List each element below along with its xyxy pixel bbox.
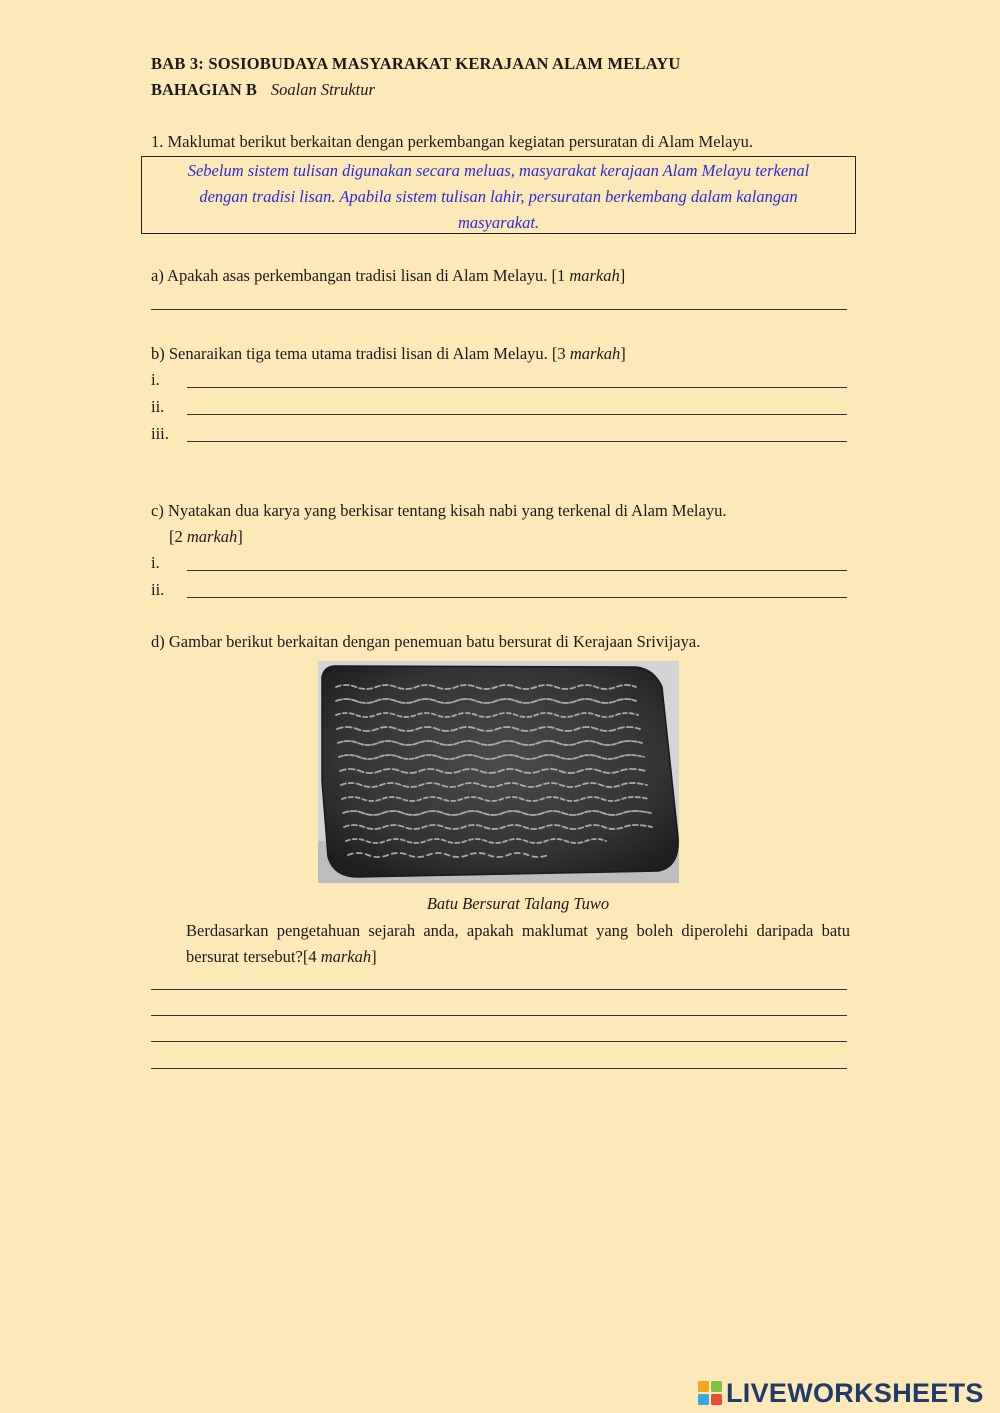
section-label: BAHAGIAN B bbox=[151, 80, 257, 99]
answer-line-d1[interactable] bbox=[151, 989, 847, 990]
question-a bbox=[151, 266, 625, 286]
photo-caption: Batu Bersurat Talang Tuwo bbox=[426, 894, 610, 913]
answer-line-d2[interactable] bbox=[151, 1015, 847, 1016]
answer-line-b1[interactable] bbox=[187, 387, 847, 388]
marks-close: ] bbox=[619, 266, 626, 285]
answer-line-c1[interactable] bbox=[187, 570, 847, 571]
marks-word: markah bbox=[569, 344, 621, 363]
item-number: i. bbox=[151, 370, 160, 389]
info-box-line: Sebelum sistem tulisan digunakan secara meluas, masyarakat kerajaan Alam Melayu terkenal bbox=[187, 161, 810, 180]
marks-prefix: [2 bbox=[169, 527, 187, 546]
answer-line-b2[interactable] bbox=[187, 414, 847, 415]
question-d: d) Gambar berikut berkaitan dengan penemuan batu bersurat di Kerajaan Srivijaya. bbox=[151, 632, 701, 651]
inscription-stone-photo bbox=[318, 661, 679, 883]
liveworksheets-logo-icon bbox=[698, 1381, 722, 1405]
item-number: iii. bbox=[151, 424, 169, 443]
item-number: ii. bbox=[151, 580, 165, 599]
answer-line-b3[interactable] bbox=[187, 441, 847, 442]
answer-line-d4[interactable] bbox=[151, 1068, 847, 1069]
info-box-line: masyarakat. bbox=[457, 213, 540, 232]
question-b-text: b) Senaraikan tiga tema utama tradisi lisan di Alam Melayu. [3 bbox=[151, 344, 570, 363]
marks-word: markah bbox=[186, 527, 238, 546]
info-box bbox=[141, 156, 856, 234]
item-number: i. bbox=[151, 553, 160, 572]
answer-line-c2[interactable] bbox=[187, 597, 847, 598]
question-d-text: Berdasarkan pengetahuan sejarah anda, apakah maklumat yang boleh diperolehi daripada batu bersurat tersebut?[4 bbox=[186, 921, 850, 966]
marks-word: markah bbox=[320, 947, 372, 966]
question-c-marks bbox=[169, 527, 243, 547]
question-d-prompt bbox=[186, 918, 850, 970]
question-b bbox=[151, 344, 626, 364]
marks-close: ] bbox=[620, 344, 626, 363]
section-heading bbox=[151, 80, 375, 100]
info-box-line: dengan tradisi lisan. Apabila sistem tulisan lahir, persuratan berkembang dalam kalangan bbox=[199, 187, 798, 206]
marks-close: ] bbox=[371, 947, 377, 966]
logo-text: LIVEWORKSHEETS bbox=[726, 1377, 984, 1408]
worksheet-title: BAB 3: SOSIOBUDAYA MASYARAKAT KERAJAAN ALAM MELAYU bbox=[151, 54, 681, 73]
answer-line-d3[interactable] bbox=[151, 1041, 847, 1042]
marks-word: markah bbox=[569, 266, 620, 285]
section-type: Soalan Struktur bbox=[270, 80, 375, 99]
answer-line-a[interactable] bbox=[151, 309, 847, 310]
liveworksheets-logo bbox=[698, 1377, 984, 1409]
question-c: c) Nyatakan dua karya yang berkisar tentang kisah nabi yang terkenal di Alam Melayu. bbox=[151, 501, 727, 520]
item-number: ii. bbox=[151, 397, 165, 416]
question-1-intro: 1. Maklumat berikut berkaitan dengan perkembangan kegiatan persuratan di Alam Melayu. bbox=[151, 132, 754, 151]
marks-close: ] bbox=[237, 527, 243, 546]
question-a-text: a) Apakah asas perkembangan tradisi lisan di Alam Melayu. [1 bbox=[151, 266, 570, 285]
